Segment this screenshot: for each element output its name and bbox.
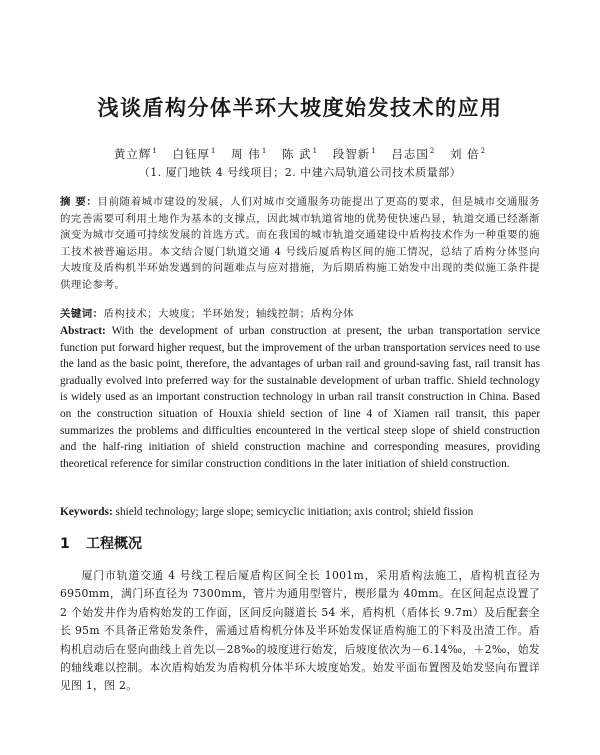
author bbox=[282, 146, 318, 162]
body-paragraph: 厦门市轨道交通 4 号线工程后厦盾构区间全长 1001m，采用盾构法施工，盾构机直径为 6950mm，满门环直径为 7300mm，管片为通用型管片，楔形量为 40mm。在区间起点设置了 2 个始发井作为盾构始发的工作面，区间反向隧道长 54 米，盾构机（盾体长 9.7m）及后配套全长 95m 不具备正常始发条件，需通过盾构机分体及半环始发保证盾构施工的下料及出渣工作。盾构机启动后在竖向曲线上首先以－28‰的坡度进行始发，后坡度依次为－6.14‰，＋2‰，始发的轴线难以控制。本次盾构始发为盾构机分体半环大坡度始发。始发平面布置图及始发竖向布置详见图 1，图 2。 bbox=[60, 569, 540, 693]
keywords-zh-text: 盾构技术；大坡度；半环始发；轴线控制；盾构分体 bbox=[103, 308, 355, 320]
author-affil-mark: 1 bbox=[371, 147, 377, 156]
author-affil-mark: 1 bbox=[312, 147, 319, 156]
author bbox=[231, 146, 267, 162]
abstract-en bbox=[60, 323, 540, 472]
abstract-en-text: With the development of urban construction at present, the urban transportation service function put forward higher request, but the improvement of the urban transportation services need to use the land as the basic point, therefore, the advantages of urban rail and ground-saving fast, rail transit has gradually evolved into preferred way for the sustainable development of urban traffic. Shield technology is widely used as an important construction technology in urban rail transit construction in China. Based on the construction situation of Houxia shield section of line 4 of Xiamen rail transit, this paper summarizes the problems and difficulties encountered in the vertical steep slope of shield construction and the half-ring initiation of shield construction machine and corresponding measures, providing theoretical reference for similar construction conditions in the later initiation of shield construction. bbox=[60, 325, 541, 470]
author-name: 段智新 bbox=[332, 147, 371, 161]
abstract-zh-text: 目前随着城市建设的发展，人们对城市交通服务功能提出了更高的要求，但是城市交通服务的完善需要可利用土地作为基本的支撑点，因此城市轨道省地的优势使快速凸显，轨道交通已经渐渐演变为城市交通可持续发展的首选方式。而在我国的城市轨道交通建设中盾构技术作为一种重要的施工技术被普遍运用。本文结合厦门轨道交通 4 号线后厦盾构区间的施工情况，总结了盾构分体竖向大坡度及盾构机半环始发遇到的问题难点与应对措施，为后期盾构施工始发中出现的类似施工条件提供理论参考。 bbox=[60, 196, 540, 291]
paper-title: 浅谈盾构分体半环大坡度始发技术的应用 bbox=[97, 96, 503, 120]
section-number: 1 bbox=[60, 536, 70, 552]
author bbox=[391, 146, 435, 162]
abstract-zh bbox=[60, 194, 540, 294]
author-list bbox=[0, 146, 600, 162]
abstract-en-label: Abstract: bbox=[60, 325, 106, 337]
abstract-zh-label: 摘 要： bbox=[60, 196, 98, 208]
author-affil-mark: 1 bbox=[261, 147, 268, 156]
section-title: 工程概况 bbox=[86, 536, 142, 552]
author-name: 黄立辉 bbox=[113, 147, 152, 161]
keywords-zh bbox=[60, 306, 540, 323]
author bbox=[173, 146, 217, 162]
author-affil-mark: 2 bbox=[480, 147, 487, 156]
author bbox=[450, 146, 486, 162]
author-name: 刘 倍 bbox=[449, 147, 480, 161]
section-heading bbox=[60, 533, 142, 553]
keywords-en-label: Keywords: bbox=[60, 506, 113, 518]
keywords-en bbox=[60, 504, 540, 521]
author bbox=[114, 146, 158, 162]
keywords-en-text: shield technology; large slope; semicyclic initiation; axis control; shield fission bbox=[115, 506, 474, 518]
author-name: 吕志国 bbox=[391, 147, 429, 161]
keywords-zh-label: 关键词： bbox=[60, 308, 104, 320]
author-affil-mark: 1 bbox=[152, 147, 158, 156]
author-name: 陈 武 bbox=[281, 147, 312, 161]
author-name: 白钰厚 bbox=[172, 147, 211, 161]
author-affil-mark: 1 bbox=[211, 147, 217, 156]
affiliation: （1. 厦门地铁 4 号线项目；2. 中建六局轨道公司技术质量部） bbox=[138, 166, 462, 179]
author-name: 周 伟 bbox=[231, 147, 261, 161]
author bbox=[333, 146, 377, 162]
author-affil-mark: 2 bbox=[429, 147, 436, 156]
